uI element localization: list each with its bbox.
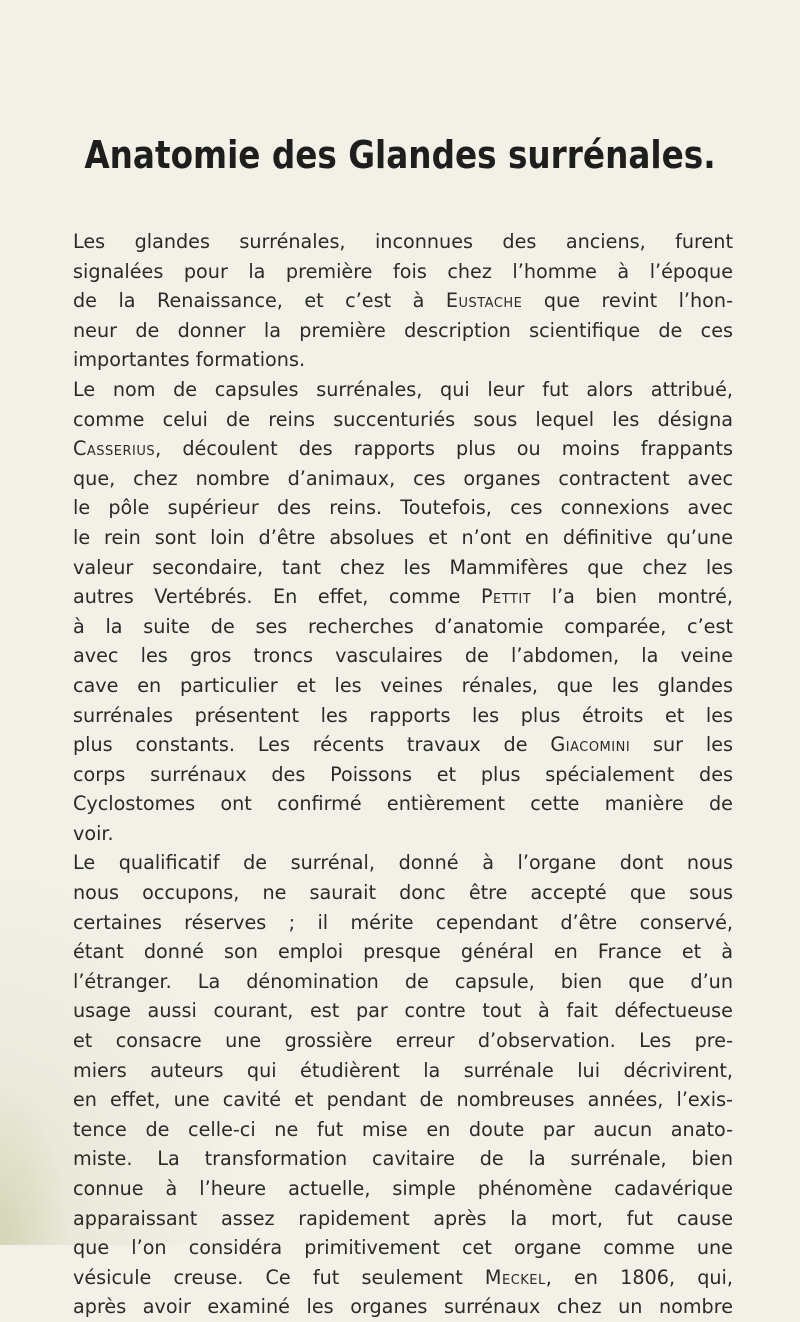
text-line — [73, 523, 733, 553]
text-run: corps surrénaux des Poissons et plus spécialement des — [73, 762, 733, 786]
text-run: miste. La transformation cavitaire de la surrénale, bien — [73, 1147, 733, 1171]
text-run: le pôle supérieur des reins. Toutefois, ces connexions avec — [73, 496, 733, 520]
text-line — [73, 582, 733, 612]
author-name: Giacomini — [550, 733, 631, 757]
text-line — [73, 730, 733, 760]
text-line — [73, 1292, 733, 1322]
text-run: autres Vertébrés. En effet, comme — [73, 585, 481, 609]
text-run: sur les — [630, 733, 733, 757]
text-line — [73, 937, 733, 967]
text-line — [73, 227, 733, 257]
page-title: Anatomie des Glandes surrénales. — [84, 133, 716, 177]
text-run: vésicule creuse. Ce fut seulement — [73, 1265, 485, 1289]
text-line — [73, 760, 733, 790]
author-name: Casserius — [73, 437, 156, 461]
text-line — [73, 996, 733, 1026]
text-run: le rein sont loin d’être absolues et n’ont en définitive qu’une — [73, 525, 733, 549]
text-run: en effet, une cavité et pendant de nombreuses années, l’exis- — [73, 1088, 733, 1112]
text-line — [73, 641, 733, 671]
text-line — [73, 286, 733, 316]
text-run: importantes formations. — [73, 348, 306, 372]
text-run: comme celui de reins succenturiés sous lequel les désigna — [73, 407, 733, 431]
text-line — [73, 819, 733, 849]
text-run: valeur secondaire, tant chez les Mammifères que chez les — [73, 555, 733, 579]
author-name: Pettit — [480, 585, 532, 609]
text-run: nous occupons, ne saurait donc être accepté que sous — [73, 881, 733, 905]
text-run: , découlent des rapports plus ou moins frappants — [155, 437, 733, 461]
author-name: Meckel — [484, 1265, 546, 1289]
text-run: avec les gros troncs vasculaires de l’abdomen, la veine — [73, 644, 733, 668]
text-line — [73, 464, 733, 494]
text-run: voir. — [73, 821, 114, 845]
text-line — [73, 908, 733, 938]
text-run: usage aussi courant, est par contre tout à fait défectueuse — [73, 999, 733, 1023]
text-line — [73, 1263, 733, 1293]
text-line — [73, 1144, 733, 1174]
text-line — [73, 316, 733, 346]
text-run: l’étranger. La dénomination de capsule, bien que d’un — [73, 969, 733, 993]
text-line — [73, 434, 733, 464]
text-line — [73, 1204, 733, 1234]
text-line — [73, 1233, 733, 1263]
text-run: de la Renaissance, et c’est à — [73, 289, 446, 313]
text-run: , en 1806, qui, — [545, 1265, 733, 1289]
text-run: après avoir examiné les organes surrénaux chez un nombre — [73, 1295, 733, 1319]
text-run: certaines réserves ; il mérite cependant d’être conservé, — [73, 910, 733, 934]
text-line — [73, 345, 733, 375]
text-run: Le nom de capsules surrénales, qui leur fut alors attribué, — [73, 377, 733, 401]
text-run: surrénales présentent les rapports les plus étroits et les — [73, 703, 733, 727]
text-run: et consacre une grossière erreur d’observation. Les pre- — [73, 1029, 733, 1053]
text-run: connue à l’heure actuelle, simple phénomène cadavérique — [73, 1177, 733, 1200]
text-line — [73, 1174, 733, 1204]
text-line — [73, 1026, 733, 1056]
text-run: Cyclostomes ont confirmé entièrement cette manière de — [73, 792, 733, 816]
body-text — [73, 227, 733, 1322]
text-line — [73, 375, 733, 405]
text-line — [73, 1115, 733, 1145]
text-run: étant donné son emploi presque général en France et à — [73, 940, 733, 964]
text-run: que l’on considéra primitivement cet organe comme une — [73, 1236, 733, 1260]
text-line — [73, 553, 733, 583]
text-line — [73, 789, 733, 819]
text-line — [73, 671, 733, 701]
text-run: cave en particulier et les veines rénales, que les glandes — [73, 673, 733, 697]
text-line — [73, 405, 733, 435]
text-line — [73, 878, 733, 908]
text-line — [73, 257, 733, 287]
text-run: neur de donner la première description scientifique de ces — [73, 318, 733, 342]
text-run: plus constants. Les récents travaux de — [73, 733, 551, 757]
text-run: tence de celle-ci ne fut mise en doute par aucun anato- — [73, 1117, 733, 1141]
paper-stain — [0, 1080, 70, 1245]
text-run: apparaissant assez rapidement après la mort, fut cause — [73, 1206, 733, 1230]
text-line — [73, 1056, 733, 1086]
text-run: Les glandes surrénales, inconnues des anciens, furent — [73, 230, 733, 253]
text-line — [73, 967, 733, 997]
text-run: que, chez nombre d’animaux, ces organes contractent avec — [73, 466, 733, 490]
text-run: que revint l’hon- — [522, 289, 733, 313]
text-line — [73, 701, 733, 731]
text-line — [73, 1085, 733, 1115]
text-run: signalées pour la première fois chez l’homme à l’époque — [73, 259, 733, 283]
text-line — [73, 848, 733, 878]
text-line — [73, 493, 733, 523]
author-name: Eustache — [445, 289, 523, 313]
text-run: l’a bien montré, — [531, 585, 733, 609]
text-run: miers auteurs qui étudièrent la surrénale lui décrivirent, — [73, 1058, 733, 1082]
text-line — [73, 612, 733, 642]
text-run: à la suite de ses recherches d’anatomie comparée, c’est — [73, 614, 733, 638]
text-run: Le qualificatif de surrénal, donné à l’organe dont nous — [73, 851, 733, 875]
